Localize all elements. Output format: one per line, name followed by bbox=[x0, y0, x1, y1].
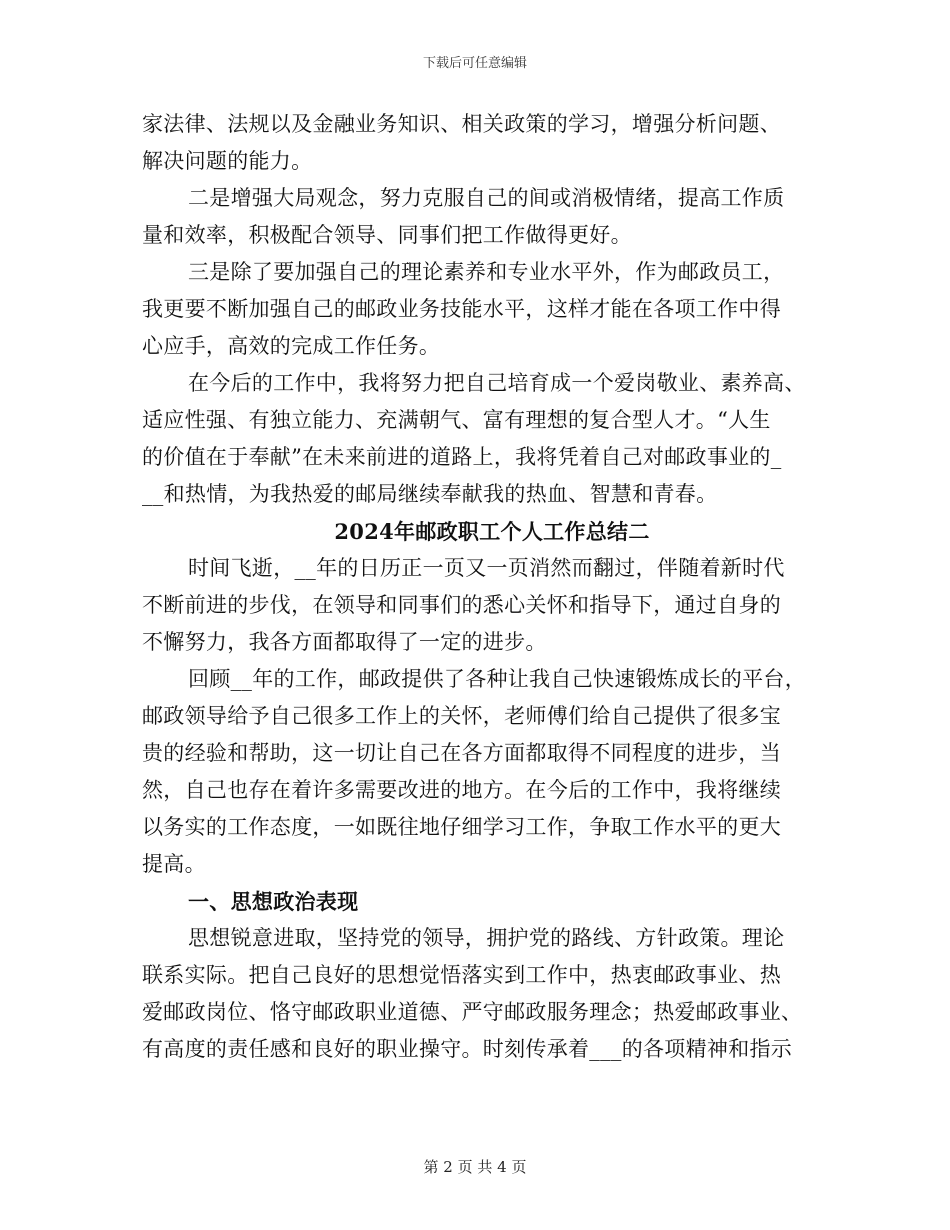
page-footer: 第 2 页 共 4 页 bbox=[423, 1158, 527, 1176]
paragraph-line: 不断前进的步伐，在领导和同事们的悉心关怀和指导下，通过自身的 bbox=[142, 593, 781, 617]
paragraph-line: 以务实的工作态度，一如既往地仔细学习工作，争取工作水平的更大 bbox=[142, 815, 781, 839]
paragraph-line: 提高。 bbox=[142, 852, 206, 876]
paragraph-line: 然，自己也存在着许多需要改进的地方。在今后的工作中，我将继续 bbox=[142, 778, 781, 802]
paragraph-line: 联系实际。把自己良好的思想觉悟落实到工作中，热衷邮政事业、热 bbox=[142, 963, 781, 987]
paragraph-line: 时间飞逝，__年的日历正一页又一页消然而翻过，伴随着新时代 bbox=[188, 556, 785, 580]
paragraph-line: 贵的经验和帮助，这一切让自己在各方面都取得不同程度的进步，当 bbox=[142, 741, 781, 765]
paragraph-line: 解决问题的能力。 bbox=[142, 149, 313, 173]
paragraph-line: 有高度的责任感和良好的职业操守。时刻传承着___的各项精神和指示 bbox=[142, 1037, 793, 1061]
paragraph-line: 量和效率，积极配合领导、同事们把工作做得更好。 bbox=[142, 223, 632, 247]
paragraph-line: 的价值在于奉献”在未来前进的道路上，我将凭着自己对邮政事业的_ bbox=[142, 445, 782, 469]
paragraph-line: 邮政领导给予自己很多工作上的关怀，老师傅们给自己提供了很多宝 bbox=[142, 704, 781, 728]
paragraph-line: 爱邮政岗位、恪守邮政职业道德、严守邮政服务理念；热爱邮政事业、 bbox=[142, 1000, 803, 1024]
section-title: 2024年邮政职工个人工作总结二 bbox=[334, 519, 650, 544]
document-body bbox=[142, 106, 806, 1068]
paragraph-line: __和热情，为我热爱的邮局继续奉献我的热血、智慧和青春。 bbox=[142, 482, 718, 506]
paragraph-line: 二是增强大局观念，努力克服自己的间或消极情绪，提高工作质 bbox=[188, 186, 785, 210]
paragraph-line: 三是除了要加强自己的理论素养和专业水平外，作为邮政员工， bbox=[188, 260, 785, 284]
paragraph-line: 在今后的工作中，我将努力把自己培育成一个爱岗敬业、素养高、 bbox=[188, 371, 806, 395]
paragraph-line: 家法律、法规以及金融业务知识、相关政策的学习，增强分析问题、 bbox=[142, 112, 781, 136]
paragraph-line: 我更要不断加强自己的邮政业务技能水平，这样才能在各项工作中得 bbox=[142, 297, 781, 321]
page-header: 下载后可任意编辑 bbox=[422, 56, 527, 71]
subsection-heading: 一、思想政治表现 bbox=[188, 889, 359, 914]
paragraph-line: 回顾__年的工作，邮政提供了各种让我自己快速锻炼成长的平台， bbox=[188, 667, 806, 691]
paragraph-line: 适应性强、有独立能力、充满朝气、富有理想的复合型人才。“人生 bbox=[142, 408, 771, 432]
paragraph-line: 不懈努力，我各方面都取得了一定的进步。 bbox=[142, 630, 547, 654]
paragraph-line: 心应手，高效的完成工作任务。 bbox=[142, 334, 441, 358]
paragraph-line: 思想锐意进取，坚持党的领导，拥护党的路线、方针政策。理论 bbox=[188, 926, 785, 950]
